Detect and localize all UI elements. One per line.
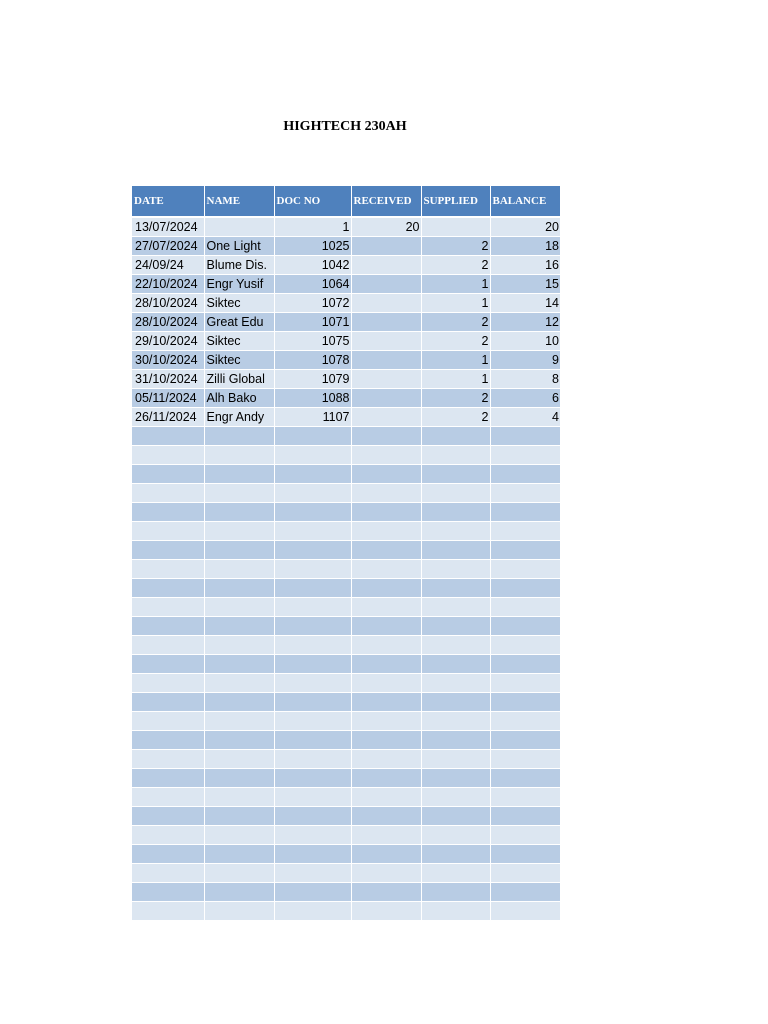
cell-received[interactable] [351, 598, 421, 617]
cell-supplied[interactable]: 1 [421, 275, 490, 294]
cell-balance[interactable] [490, 750, 560, 769]
cell-received[interactable] [351, 712, 421, 731]
cell-supplied[interactable] [421, 427, 490, 446]
cell-name[interactable] [204, 902, 274, 921]
cell-balance[interactable] [490, 864, 560, 883]
cell-name[interactable] [204, 883, 274, 902]
cell-date[interactable] [132, 731, 204, 750]
empty-row [132, 845, 560, 864]
cell-doc-no[interactable] [274, 446, 351, 465]
cell-name[interactable] [204, 807, 274, 826]
cell-doc-no[interactable] [274, 674, 351, 693]
cell-supplied[interactable] [421, 560, 490, 579]
cell-name[interactable] [204, 769, 274, 788]
cell-date[interactable] [132, 807, 204, 826]
empty-row [132, 541, 560, 560]
cell-balance[interactable] [490, 617, 560, 636]
cell-supplied[interactable] [421, 617, 490, 636]
cell-doc-no[interactable] [274, 769, 351, 788]
cell-supplied[interactable] [421, 693, 490, 712]
cell-name[interactable] [204, 864, 274, 883]
cell-supplied[interactable]: 2 [421, 389, 490, 408]
cell-supplied[interactable] [421, 883, 490, 902]
cell-date[interactable]: 24/09/24 [132, 256, 204, 275]
cell-doc-no[interactable]: 1071 [274, 313, 351, 332]
cell-supplied[interactable] [421, 826, 490, 845]
cell-supplied[interactable] [421, 465, 490, 484]
cell-received[interactable] [351, 674, 421, 693]
cell-balance[interactable]: 18 [490, 237, 560, 256]
cell-doc-no[interactable] [274, 788, 351, 807]
cell-received[interactable] [351, 465, 421, 484]
cell-supplied[interactable] [421, 788, 490, 807]
empty-row [132, 864, 560, 883]
cell-doc-no[interactable]: 1042 [274, 256, 351, 275]
cell-supplied[interactable] [421, 712, 490, 731]
cell-received[interactable] [351, 370, 421, 389]
cell-name[interactable] [204, 560, 274, 579]
cell-date[interactable] [132, 465, 204, 484]
column-header-received[interactable]: RECEIVED [351, 186, 421, 216]
empty-row [132, 560, 560, 579]
cell-received[interactable]: 20 [351, 218, 421, 237]
cell-date[interactable]: 13/07/2024 [132, 218, 204, 237]
cell-balance[interactable] [490, 598, 560, 617]
cell-name[interactable] [204, 674, 274, 693]
cell-doc-no[interactable] [274, 636, 351, 655]
cell-received[interactable] [351, 769, 421, 788]
cell-received[interactable] [351, 807, 421, 826]
cell-received[interactable] [351, 845, 421, 864]
cell-supplied[interactable] [421, 579, 490, 598]
cell-received[interactable] [351, 484, 421, 503]
cell-doc-no[interactable] [274, 693, 351, 712]
cell-doc-no[interactable] [274, 845, 351, 864]
cell-supplied[interactable]: 2 [421, 408, 490, 427]
table-row [132, 275, 560, 294]
empty-row [132, 522, 560, 541]
table-row [132, 237, 560, 256]
cell-date[interactable] [132, 522, 204, 541]
cell-received[interactable] [351, 883, 421, 902]
cell-doc-no[interactable] [274, 503, 351, 522]
cell-supplied[interactable] [421, 674, 490, 693]
cell-supplied[interactable] [421, 503, 490, 522]
cell-received[interactable] [351, 902, 421, 921]
cell-date[interactable] [132, 636, 204, 655]
table-row [132, 370, 560, 389]
cell-name[interactable] [204, 598, 274, 617]
cell-supplied[interactable]: 2 [421, 237, 490, 256]
cell-received[interactable] [351, 294, 421, 313]
cell-doc-no[interactable] [274, 579, 351, 598]
empty-row [132, 693, 560, 712]
cell-date[interactable]: 28/10/2024 [132, 294, 204, 313]
cell-received[interactable] [351, 731, 421, 750]
cell-balance[interactable] [490, 636, 560, 655]
cell-balance[interactable]: 10 [490, 332, 560, 351]
cell-date[interactable] [132, 560, 204, 579]
cell-supplied[interactable] [421, 636, 490, 655]
cell-doc-no[interactable]: 1064 [274, 275, 351, 294]
cell-date[interactable] [132, 788, 204, 807]
cell-balance[interactable]: 4 [490, 408, 560, 427]
cell-balance[interactable] [490, 902, 560, 921]
cell-doc-no[interactable] [274, 750, 351, 769]
cell-supplied[interactable]: 1 [421, 294, 490, 313]
cell-received[interactable] [351, 693, 421, 712]
cell-doc-no[interactable] [274, 883, 351, 902]
cell-supplied[interactable] [421, 902, 490, 921]
cell-name[interactable] [204, 750, 274, 769]
cell-date[interactable]: 31/10/2024 [132, 370, 204, 389]
cell-name[interactable] [204, 579, 274, 598]
cell-name[interactable]: Zilli Global [204, 370, 274, 389]
cell-doc-no[interactable] [274, 731, 351, 750]
cell-received[interactable] [351, 541, 421, 560]
cell-received[interactable] [351, 522, 421, 541]
cell-name[interactable] [204, 693, 274, 712]
cell-balance[interactable]: 8 [490, 370, 560, 389]
column-header-name[interactable]: NAME [204, 186, 274, 216]
cell-received[interactable] [351, 864, 421, 883]
empty-row [132, 427, 560, 446]
cell-date[interactable]: 29/10/2024 [132, 332, 204, 351]
column-header-date[interactable]: DATE [132, 186, 204, 216]
empty-row [132, 503, 560, 522]
cell-balance[interactable] [490, 503, 560, 522]
empty-row [132, 465, 560, 484]
cell-doc-no[interactable]: 1075 [274, 332, 351, 351]
table-row [132, 218, 560, 237]
cell-date[interactable] [132, 579, 204, 598]
cell-name[interactable] [204, 484, 274, 503]
column-header-supplied[interactable]: SUPPLIED [421, 186, 490, 216]
cell-balance[interactable] [490, 883, 560, 902]
cell-received[interactable] [351, 389, 421, 408]
cell-doc-no[interactable] [274, 826, 351, 845]
cell-date[interactable]: 28/10/2024 [132, 313, 204, 332]
cell-date[interactable]: 05/11/2024 [132, 389, 204, 408]
cell-doc-no[interactable]: 1072 [274, 294, 351, 313]
cell-doc-no[interactable] [274, 617, 351, 636]
cell-doc-no[interactable]: 1088 [274, 389, 351, 408]
cell-date[interactable] [132, 541, 204, 560]
cell-name[interactable]: Great Edu [204, 313, 274, 332]
cell-doc-no[interactable] [274, 655, 351, 674]
cell-balance[interactable]: 9 [490, 351, 560, 370]
cell-name[interactable]: Engr Yusif [204, 275, 274, 294]
cell-date[interactable]: 30/10/2024 [132, 351, 204, 370]
table-row [132, 294, 560, 313]
cell-doc-no[interactable] [274, 864, 351, 883]
cell-date[interactable] [132, 674, 204, 693]
cell-supplied[interactable]: 2 [421, 256, 490, 275]
cell-name[interactable] [204, 655, 274, 674]
cell-date[interactable] [132, 446, 204, 465]
cell-doc-no[interactable] [274, 465, 351, 484]
empty-row [132, 617, 560, 636]
cell-balance[interactable] [490, 826, 560, 845]
column-header-balance[interactable]: BALANCE [490, 186, 560, 216]
cell-date[interactable] [132, 598, 204, 617]
cell-received[interactable] [351, 351, 421, 370]
cell-name[interactable] [204, 712, 274, 731]
cell-received[interactable] [351, 617, 421, 636]
cell-balance[interactable] [490, 446, 560, 465]
cell-received[interactable] [351, 313, 421, 332]
empty-row [132, 807, 560, 826]
cell-received[interactable] [351, 750, 421, 769]
cell-supplied[interactable] [421, 807, 490, 826]
table-row [132, 256, 560, 275]
cell-balance[interactable] [490, 484, 560, 503]
page-title: HIGHTECH 230AH [283, 119, 407, 134]
cell-name[interactable]: Siktec [204, 294, 274, 313]
cell-name[interactable] [204, 617, 274, 636]
cell-received[interactable] [351, 655, 421, 674]
cell-name[interactable] [204, 541, 274, 560]
cell-balance[interactable] [490, 788, 560, 807]
cell-doc-no[interactable] [274, 712, 351, 731]
cell-supplied[interactable] [421, 731, 490, 750]
cell-date[interactable] [132, 712, 204, 731]
cell-name[interactable]: Alh Bako [204, 389, 274, 408]
cell-supplied[interactable] [421, 522, 490, 541]
empty-row [132, 446, 560, 465]
cell-supplied[interactable] [421, 218, 490, 237]
cell-balance[interactable] [490, 712, 560, 731]
cell-received[interactable] [351, 408, 421, 427]
table-row [132, 332, 560, 351]
cell-date[interactable] [132, 845, 204, 864]
table-row [132, 408, 560, 427]
cell-received[interactable] [351, 826, 421, 845]
empty-row [132, 598, 560, 617]
cell-name[interactable] [204, 636, 274, 655]
cell-doc-no[interactable] [274, 902, 351, 921]
cell-balance[interactable] [490, 674, 560, 693]
cell-balance[interactable]: 14 [490, 294, 560, 313]
cell-name[interactable] [204, 826, 274, 845]
column-header-doc-no[interactable]: DOC NO [274, 186, 351, 216]
cell-balance[interactable] [490, 465, 560, 484]
cell-doc-no[interactable]: 1079 [274, 370, 351, 389]
empty-row [132, 484, 560, 503]
cell-supplied[interactable] [421, 769, 490, 788]
cell-supplied[interactable] [421, 446, 490, 465]
cell-balance[interactable] [490, 731, 560, 750]
cell-date[interactable] [132, 655, 204, 674]
empty-row [132, 826, 560, 845]
cell-supplied[interactable]: 1 [421, 370, 490, 389]
cell-date[interactable] [132, 826, 204, 845]
cell-received[interactable] [351, 503, 421, 522]
cell-received[interactable] [351, 788, 421, 807]
cell-date[interactable] [132, 503, 204, 522]
empty-row [132, 674, 560, 693]
cell-date[interactable] [132, 617, 204, 636]
cell-balance[interactable] [490, 693, 560, 712]
empty-row [132, 769, 560, 788]
cell-doc-no[interactable] [274, 484, 351, 503]
cell-doc-no[interactable]: 1025 [274, 237, 351, 256]
cell-doc-no[interactable]: 1107 [274, 408, 351, 427]
empty-row [132, 636, 560, 655]
empty-row [132, 731, 560, 750]
cell-balance[interactable] [490, 655, 560, 674]
stock-ledger-table [132, 186, 560, 921]
cell-date[interactable]: 27/07/2024 [132, 237, 204, 256]
cell-name[interactable] [204, 465, 274, 484]
cell-name[interactable]: Siktec [204, 351, 274, 370]
empty-row [132, 579, 560, 598]
cell-received[interactable] [351, 446, 421, 465]
cell-received[interactable] [351, 427, 421, 446]
cell-balance[interactable] [490, 560, 560, 579]
cell-balance[interactable] [490, 579, 560, 598]
empty-row [132, 902, 560, 921]
cell-balance[interactable]: 6 [490, 389, 560, 408]
cell-date[interactable] [132, 769, 204, 788]
cell-supplied[interactable] [421, 845, 490, 864]
empty-row [132, 655, 560, 674]
table-row [132, 313, 560, 332]
cell-balance[interactable] [490, 522, 560, 541]
cell-balance[interactable] [490, 769, 560, 788]
cell-date[interactable] [132, 750, 204, 769]
cell-doc-no[interactable]: 1 [274, 218, 351, 237]
cell-doc-no[interactable] [274, 807, 351, 826]
cell-name[interactable] [204, 731, 274, 750]
cell-doc-no[interactable]: 1078 [274, 351, 351, 370]
cell-received[interactable] [351, 237, 421, 256]
cell-supplied[interactable] [421, 655, 490, 674]
cell-received[interactable] [351, 256, 421, 275]
cell-balance[interactable]: 20 [490, 218, 560, 237]
empty-row [132, 712, 560, 731]
table-row [132, 389, 560, 408]
table-body [132, 218, 560, 921]
cell-name[interactable] [204, 446, 274, 465]
cell-date[interactable] [132, 902, 204, 921]
cell-supplied[interactable] [421, 750, 490, 769]
cell-date[interactable] [132, 693, 204, 712]
empty-row [132, 883, 560, 902]
cell-name[interactable] [204, 427, 274, 446]
cell-name[interactable]: One Light [204, 237, 274, 256]
cell-balance[interactable] [490, 427, 560, 446]
cell-doc-no[interactable] [274, 560, 351, 579]
cell-supplied[interactable] [421, 484, 490, 503]
cell-date[interactable] [132, 427, 204, 446]
cell-name[interactable] [204, 788, 274, 807]
cell-balance[interactable] [490, 845, 560, 864]
table-row [132, 351, 560, 370]
cell-received[interactable] [351, 636, 421, 655]
cell-balance[interactable] [490, 541, 560, 560]
cell-received[interactable] [351, 332, 421, 351]
cell-date[interactable]: 26/11/2024 [132, 408, 204, 427]
cell-doc-no[interactable] [274, 598, 351, 617]
cell-name[interactable]: Siktec [204, 332, 274, 351]
empty-row [132, 788, 560, 807]
cell-date[interactable] [132, 864, 204, 883]
cell-supplied[interactable] [421, 598, 490, 617]
cell-balance[interactable] [490, 807, 560, 826]
cell-date[interactable] [132, 484, 204, 503]
cell-supplied[interactable]: 2 [421, 313, 490, 332]
cell-balance[interactable]: 16 [490, 256, 560, 275]
cell-date[interactable] [132, 883, 204, 902]
cell-name[interactable]: Blume Dis. [204, 256, 274, 275]
cell-name[interactable] [204, 845, 274, 864]
cell-name[interactable]: Engr Andy [204, 408, 274, 427]
cell-supplied[interactable]: 2 [421, 332, 490, 351]
empty-row [132, 750, 560, 769]
cell-received[interactable] [351, 275, 421, 294]
cell-date[interactable]: 22/10/2024 [132, 275, 204, 294]
cell-balance[interactable]: 15 [490, 275, 560, 294]
header-row [132, 186, 560, 216]
cell-supplied[interactable]: 1 [421, 351, 490, 370]
cell-name[interactable] [204, 522, 274, 541]
cell-doc-no[interactable] [274, 427, 351, 446]
cell-received[interactable] [351, 560, 421, 579]
cell-supplied[interactable] [421, 541, 490, 560]
cell-doc-no[interactable] [274, 541, 351, 560]
cell-supplied[interactable] [421, 864, 490, 883]
cell-received[interactable] [351, 579, 421, 598]
cell-doc-no[interactable] [274, 522, 351, 541]
cell-name[interactable] [204, 218, 274, 237]
cell-name[interactable] [204, 503, 274, 522]
cell-balance[interactable]: 12 [490, 313, 560, 332]
